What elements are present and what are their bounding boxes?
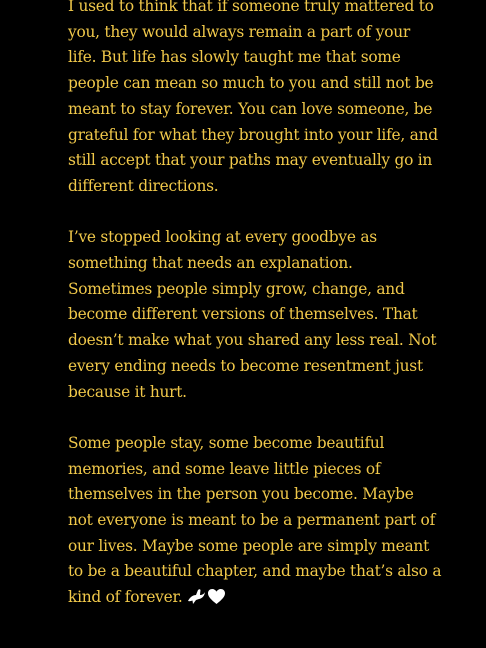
text-line: people can mean so much to you and still not be (68, 74, 434, 93)
text-line: Some people stay, some become beautiful (68, 433, 385, 452)
text-line: because it hurt. (68, 382, 187, 401)
text-line: become different versions of themselves. That (68, 305, 418, 324)
paragraph-3 (68, 431, 453, 611)
text-line: grateful for what they brought into your life, and (68, 125, 438, 144)
text-line: our lives. Maybe some people are simply meant (68, 536, 430, 555)
paragraph-2 (68, 225, 453, 405)
text-line: something that needs an explanation. (68, 254, 353, 273)
text-line: meant to stay forever. You can love someone, be (68, 99, 433, 118)
text-line: to be a beautiful chapter, and maybe that’s also a (68, 562, 442, 581)
text-line-last (68, 585, 453, 611)
text-line: life. But life has slowly taught me that some (68, 48, 401, 67)
text-line: I used to think that if someone truly mattered to (68, 0, 434, 15)
text-line: not everyone is meant to be a permanent part of (68, 511, 436, 530)
white-heart-icon (207, 588, 226, 605)
text-line: memories, and some leave little pieces of (68, 459, 381, 478)
text-line: you, they would always remain a part of your (68, 22, 410, 41)
text-line: doesn’t make what you shared any less real. Not (68, 331, 437, 350)
dove-icon (187, 588, 206, 605)
text-line: different directions. (68, 176, 219, 195)
text-line: still accept that your paths may eventually go in (68, 151, 433, 170)
text-line: Sometimes people simply grow, change, and (68, 279, 405, 298)
text-line: themselves in the person you become. Maybe (68, 485, 414, 504)
text-line: every ending needs to become resentment just (68, 356, 423, 375)
last-line-text: kind of forever. (68, 588, 183, 607)
text-line: I’ve stopped looking at every goodbye as (68, 228, 377, 247)
post-text-body (68, 0, 453, 637)
paragraph-1 (68, 0, 453, 200)
